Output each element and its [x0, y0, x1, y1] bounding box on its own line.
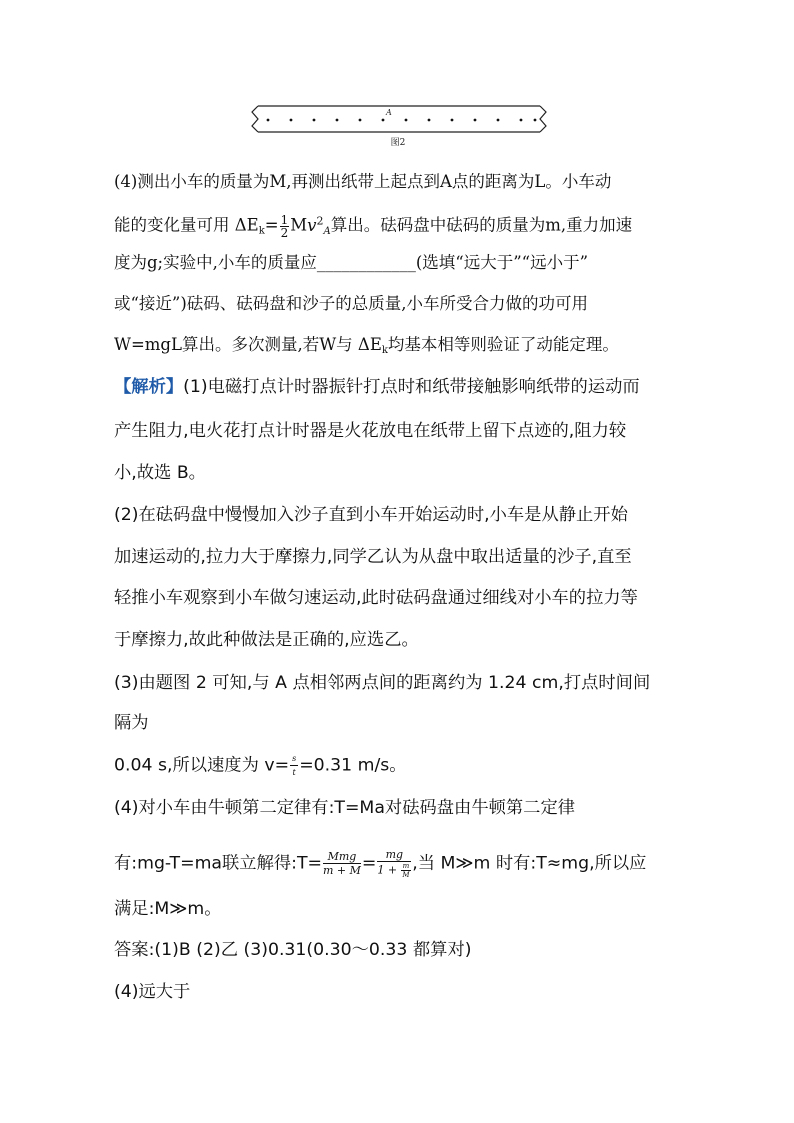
fraction-numerator: s [290, 752, 298, 766]
fraction-denominator: t [292, 768, 296, 777]
s-over-t-fraction [290, 752, 298, 779]
solution-p2-line-1: (2)在砝码盘中慢慢加入沙子直到小车开始运动时,小车是从静止开始 [114, 505, 628, 525]
solution-p3-text-a: 0.04 s,所以速度为 v= [114, 755, 290, 776]
tape-dot [290, 119, 293, 122]
velocity-term [307, 216, 331, 235]
mass-symbol: M [290, 215, 308, 235]
tape-dot [497, 119, 500, 122]
tape-dot [534, 119, 537, 122]
tape-dot [336, 119, 339, 122]
problem-line-4: 或“接近”)砝码、砝码盘和沙子的总质量,小车所受合力做的功可用 [114, 294, 589, 313]
subscript-k: k [258, 225, 265, 237]
tape-dot [313, 119, 316, 122]
solution-label: 【解析】 [114, 377, 184, 397]
velocity-exponent: 2 [316, 214, 324, 227]
solution-p2-line-3: 轻推小车观察到小车做匀速运动,此时砝码盘通过细线对小车的拉力等 [114, 588, 638, 608]
tape-dot [382, 119, 385, 122]
solution-p1-line-1 [114, 374, 714, 400]
fraction-numerator: 1 [280, 212, 289, 227]
subscript-k: k [381, 345, 388, 356]
solution-p4-line-3: 满足:M≫m。 [114, 899, 222, 919]
problem-line-2-end: 算出。砝码盘中砝码的质量为m,重力加速 [330, 215, 633, 235]
solution-p4-text-b: ,当 M≫m 时有:T≈mg,所以应 [412, 853, 647, 874]
solution-p2-line-2: 加速运动的,拉力大于摩擦力,同学乙认为从盘中取出适量的沙子,直至 [114, 547, 632, 567]
tape-dot [359, 119, 362, 122]
problem-line-2-start: 能的变化量可用 ΔE [114, 215, 259, 235]
solution-p3-line-1: (3)由题图 2 可知,与 A 点相邻两点间的距离约为 1.24 cm,打点时间间 [114, 673, 651, 693]
equals-sign: = [361, 853, 377, 874]
tape-dot [451, 119, 454, 122]
mg-over-compound-fraction [377, 848, 411, 879]
problem-line-1: (4)测出小车的质量为M,再测出纸带上起点到A点的距离为L。小车动 [114, 172, 612, 191]
figure-caption: 图2 [390, 138, 406, 148]
solution-p3-line-3 [114, 752, 714, 779]
tape-dot [428, 119, 431, 122]
nested-numerator: m [402, 862, 410, 870]
solution-p4-line-2 [114, 848, 714, 879]
velocity-subscript: A [323, 225, 331, 237]
tape-dot [474, 119, 477, 122]
solution-p3-line-2: 隔为 [114, 713, 149, 733]
fraction-denominator [377, 862, 411, 879]
problem-line-5 [114, 333, 714, 363]
solution-p4-text-a: 有:mg-T=ma联立解得:T= [114, 853, 322, 874]
answer-line-1: 答案:(1)B (2)乙 (3)0.31(0.30～0.33 都算对) [114, 940, 472, 960]
problem-line-2 [114, 209, 714, 244]
problem-line-5-end: 均基本相等则验证了动能定理。 [387, 335, 619, 354]
answer-line-2: (4)远大于 [114, 982, 191, 1002]
tape-dot [267, 119, 270, 122]
solution-p2-line-4: 于摩擦力,故此种做法是正确的,应选乙。 [114, 630, 419, 650]
m-over-m-fraction [401, 862, 412, 879]
velocity-symbol: v [307, 215, 317, 235]
tape-dot [520, 119, 523, 122]
equals-sign: = [264, 215, 279, 235]
tape-diagram [246, 100, 550, 138]
solution-p1-line-3: 小,故选 B。 [114, 463, 206, 483]
solution-p4-line-1: (4)对小车由牛顿第二定律有:T=Ma对砝码盘由牛顿第二定律 [114, 798, 576, 818]
problem-line-3: 度为g;实验中,小车的质量应____________(选填“远大于”“远小于” [114, 253, 589, 272]
fraction-numerator: Mmg [323, 850, 361, 864]
fraction-denominator: 2 [280, 225, 289, 240]
solution-p1-text-1: (1)电磁打点计时器振针打点时和纸带接触影响纸带的运动而 [183, 377, 640, 397]
solution-p1-line-2: 产生阻力,电火花打点计时器是火花放电在纸带上留下点迹的,阻力较 [114, 421, 627, 441]
problem-line-5-start: W=mgL算出。多次测量,若W与 ΔE [114, 335, 382, 354]
one-half-fraction [280, 214, 290, 239]
nested-denominator: M [402, 871, 410, 879]
fraction-denominator: m + M [323, 864, 361, 877]
mmg-over-m-plus-m-fraction [323, 850, 361, 877]
point-a-label: A [386, 108, 392, 117]
denominator-one-plus: 1 + [377, 863, 401, 877]
solution-p3-text-b: =0.31 m/s。 [299, 755, 407, 776]
figure-2-tape [246, 100, 550, 152]
fraction-numerator: mg [377, 848, 411, 862]
tape-dot [405, 119, 408, 122]
